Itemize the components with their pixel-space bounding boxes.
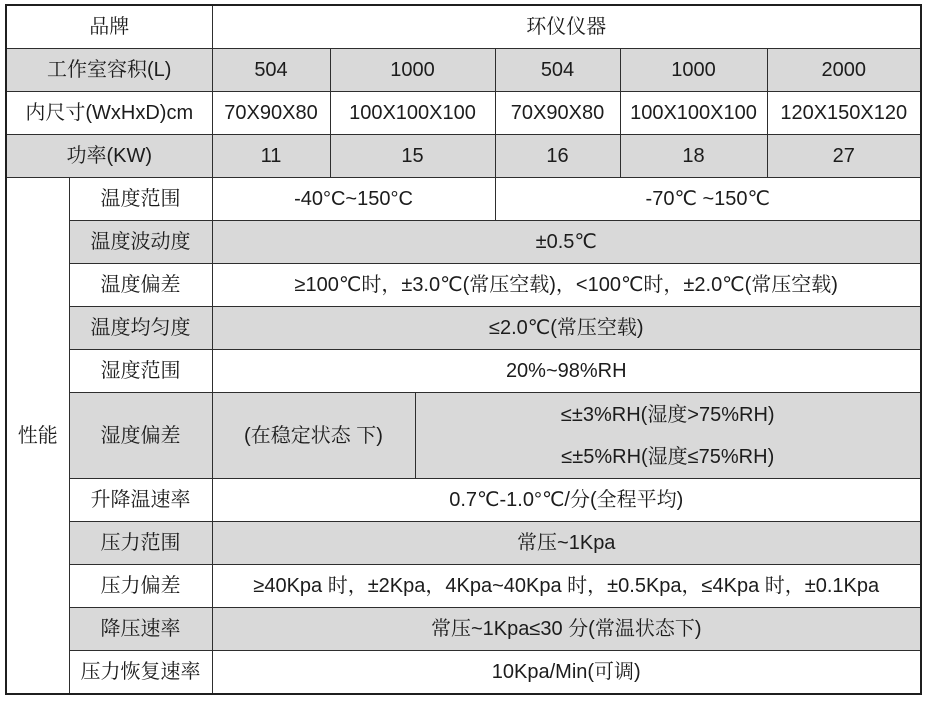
chamber-volume-value-1: 504 xyxy=(212,49,330,92)
temp-uniformity-label: 温度均匀度 xyxy=(69,307,212,350)
power-value-2: 15 xyxy=(330,135,495,178)
inner-size-value-1: 70X90X80 xyxy=(212,92,330,135)
row-temp-uniformity xyxy=(6,307,921,350)
humidity-deviation-value-line-1: ≤±3%RH(湿度>75%RH) xyxy=(560,403,775,426)
pressure-range-label: 压力范围 xyxy=(69,522,212,565)
pressure-recovery-rate-value: 10Kpa/Min(可调) xyxy=(212,651,921,695)
row-temp-change-rate xyxy=(6,479,921,522)
power-value-1: 11 xyxy=(212,135,330,178)
chamber-volume-value-2: 1000 xyxy=(330,49,495,92)
row-pressure-deviation xyxy=(6,565,921,608)
row-power xyxy=(6,135,921,178)
row-temp-range xyxy=(6,178,921,221)
inner-size-value-2: 100X100X100 xyxy=(330,92,495,135)
row-temp-deviation xyxy=(6,264,921,307)
inner-size-value-3: 70X90X80 xyxy=(495,92,620,135)
inner-size-label: 内尺寸(WxHxD)cm xyxy=(6,92,212,135)
pressure-deviation-label: 压力偏差 xyxy=(69,565,212,608)
temp-change-rate-label: 升降温速率 xyxy=(69,479,212,522)
temp-fluctuation-label: 温度波动度 xyxy=(69,221,212,264)
chamber-volume-label: 工作室容积(L) xyxy=(6,49,212,92)
temp-range-value-2: -70℃ ~150℃ xyxy=(495,178,921,221)
temp-deviation-label: 温度偏差 xyxy=(69,264,212,307)
humidity-deviation-condition: (在稳定状态 下) xyxy=(212,393,415,479)
depressurization-rate-label: 降压速率 xyxy=(69,608,212,651)
power-value-4: 18 xyxy=(620,135,767,178)
row-inner-size xyxy=(6,92,921,135)
row-chamber-volume xyxy=(6,49,921,92)
depressurization-rate-value: 常压~1Kpa≤30 分(常温状态下) xyxy=(212,608,921,651)
chamber-volume-value-4: 1000 xyxy=(620,49,767,92)
pressure-range-value: 常压~1Kpa xyxy=(212,522,921,565)
humidity-deviation-value-line-2: ≤±5%RH(湿度≤75%RH) xyxy=(561,445,775,468)
spec-table xyxy=(5,4,922,695)
temp-deviation-value: ≥100℃时，±3.0℃(常压空载)，<100℃时，±2.0℃(常压空载) xyxy=(212,264,921,307)
humidity-deviation-label: 湿度偏差 xyxy=(69,393,212,479)
row-temp-fluctuation xyxy=(6,221,921,264)
row-pressure-range xyxy=(6,522,921,565)
humidity-range-label: 湿度范围 xyxy=(69,350,212,393)
row-brand xyxy=(6,5,921,49)
temp-change-rate-value: 0.7℃-1.0°℃/分(全程平均) xyxy=(212,479,921,522)
row-humidity-deviation xyxy=(6,393,921,479)
spec-table-body xyxy=(6,5,921,694)
temp-fluctuation-value: ±0.5℃ xyxy=(212,221,921,264)
humidity-deviation-value xyxy=(415,393,921,479)
humidity-range-value: 20%~98%RH xyxy=(212,350,921,393)
row-depressurization-rate xyxy=(6,608,921,651)
temp-uniformity-value: ≤2.0℃(常压空载) xyxy=(212,307,921,350)
inner-size-value-4: 100X100X100 xyxy=(620,92,767,135)
power-label: 功率(KW) xyxy=(6,135,212,178)
brand-value: 环仪仪器 xyxy=(212,5,921,49)
temp-range-label: 温度范围 xyxy=(69,178,212,221)
pressure-recovery-rate-label: 压力恢复速率 xyxy=(69,651,212,695)
row-humidity-range xyxy=(6,350,921,393)
power-value-3: 16 xyxy=(495,135,620,178)
row-pressure-recovery-rate xyxy=(6,651,921,695)
chamber-volume-value-3: 504 xyxy=(495,49,620,92)
pressure-deviation-value: ≥40Kpa 时，±2Kpa，4Kpa~40Kpa 时，±0.5Kpa，≤4Kpa 时，±0.1Kpa xyxy=(212,565,921,608)
temp-range-value-1: -40°C~150°C xyxy=(212,178,495,221)
inner-size-value-5: 120X150X120 xyxy=(767,92,921,135)
chamber-volume-value-5: 2000 xyxy=(767,49,921,92)
performance-group-label: 性能 xyxy=(6,178,69,695)
brand-label: 品牌 xyxy=(6,5,212,49)
power-value-5: 27 xyxy=(767,135,921,178)
